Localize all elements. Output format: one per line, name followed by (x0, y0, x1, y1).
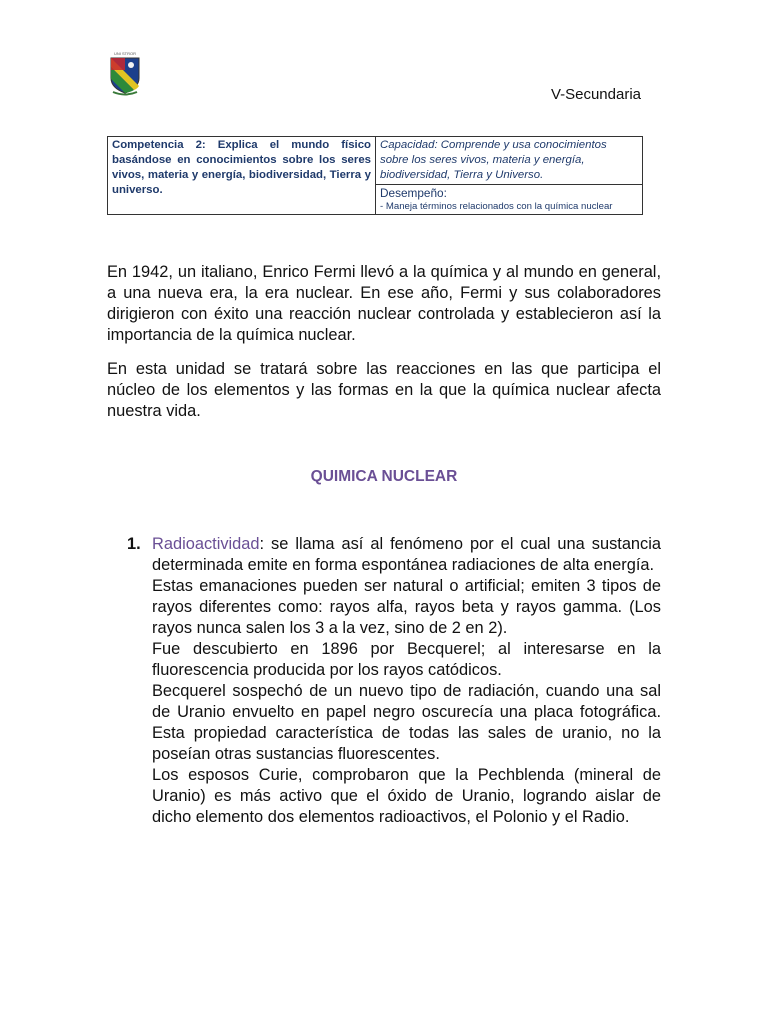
body-paragraph-4: Becquerel sospechó de un nuevo tipo de radiación, cuando una sal de Uranio envuelto en papel negro oscurecía una placa fotográfica. Esta propiedad característica de todas las sales de uranio, no la poseían otras sustancias fluorescentes. (152, 682, 661, 763)
capacity-cell: Capacidad: Comprende y usa conocimientos sobre los seres vivos, materia y energía, biodiversidad, Tierra y Universo. (376, 137, 643, 185)
performance-title: Desempeño: (380, 186, 447, 200)
term-radioactividad: Radioactividad (152, 535, 260, 553)
performance-cell (376, 185, 643, 215)
list-item-radioactividad (127, 534, 661, 828)
grade-label: V-Secundaria (550, 86, 641, 103)
competency-cell: Competencia 2: Explica el mundo físico basándose en conocimientos sobre los seres vivos, materia y energía, biodiversidad, Tierra y universo. (108, 137, 376, 215)
section-title: QUIMICA NUCLEAR (310, 468, 458, 485)
intro-paragraph-2: En esta unidad se tratará sobre las reacciones en las que participa el núcleo de los elementos y las formas en la que la química nuclear afecta nuestra vida. (107, 360, 661, 420)
competency-table (107, 136, 643, 215)
body-paragraph-3: Fue descubierto en 1896 por Becquerel; al interesarse en la fluorescencia producida por los rayos catódicos. (152, 640, 661, 679)
intro-paragraph-1: En 1942, un italiano, Enrico Fermi llevó a la química y al mundo en general, a una nueva era, la era nuclear. En ese año, Fermi y sus colaboradores dirigieron con éxito una reacción nuclear controlada y establecieron así la importancia de la química nuclear. (107, 263, 661, 344)
crest-motto: UNI STROR (114, 51, 136, 56)
definition-paragraph (152, 534, 661, 576)
body-paragraph-5: Los esposos Curie, comprobaron que la Pechblenda (mineral de Uranio) es más activo que el óxido de Uranio, logrando aislar de dicho elemento dos elementos radioactivos, el Polonio y el Radio. (152, 766, 661, 826)
school-crest-logo (107, 50, 143, 98)
list-item-body (152, 534, 661, 828)
term-definition: : se llama así al fenómeno por el cual una sustancia determinada emite en forma espontánea radiaciones de alta energía. (152, 535, 661, 574)
body-paragraph-2: Estas emanaciones pueden ser natural o artificial; emiten 3 tipos de rayos diferentes como: rayos alfa, rayos beta y rayos gamma. (Los rayos nunca salen los 3 a la vez, sino de 2 en 2). (152, 577, 661, 637)
performance-text: - Maneja términos relacionados con la química nuclear (380, 201, 613, 212)
list-item-number: 1. (127, 535, 141, 553)
